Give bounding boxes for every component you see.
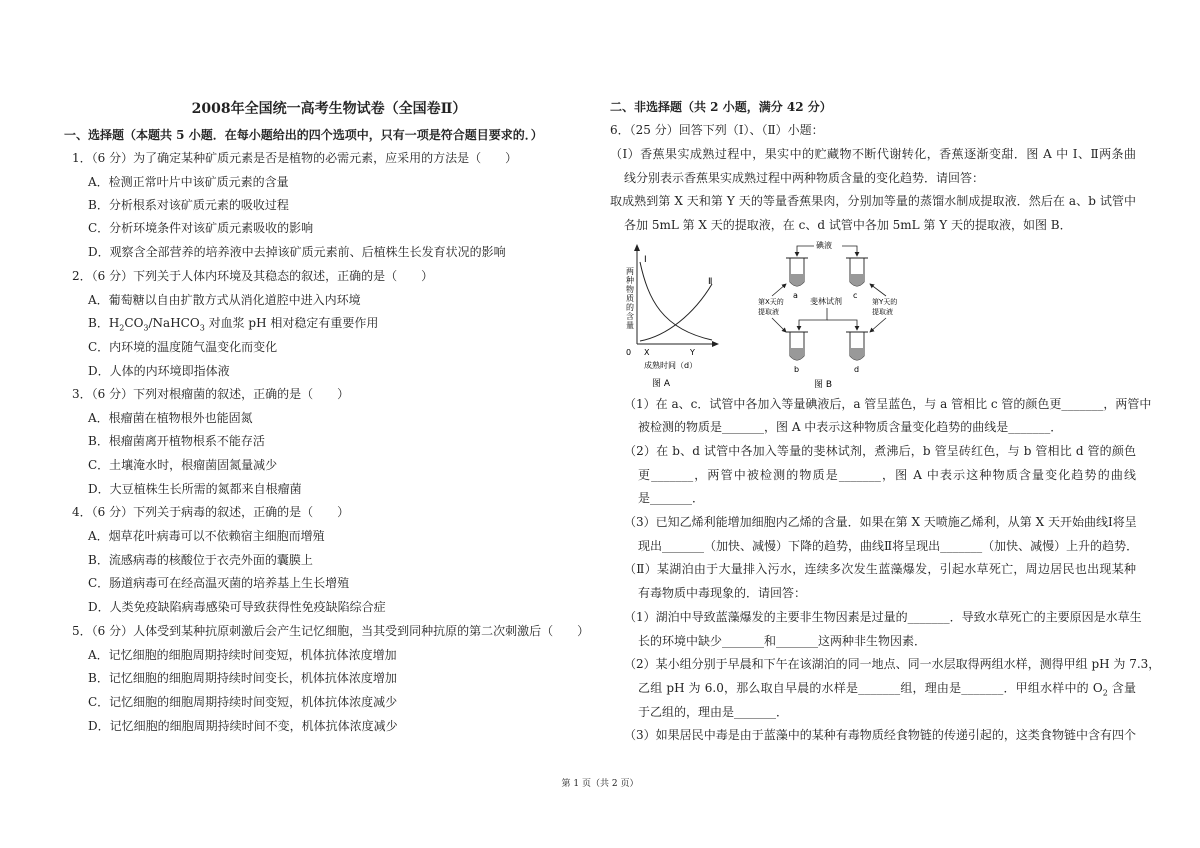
- q1-option-a: A．检测正常叶片中该矿质元素的含量: [88, 175, 289, 189]
- question-4-stem: 4．（6 分）下列关于病毒的叙述，正确的是（ ）: [72, 505, 350, 519]
- tube-a-label: a: [793, 291, 798, 300]
- q3-option-a: A．根瘤菌在植物根外也能固氮: [88, 411, 253, 425]
- day-y-label-2: 提取液: [872, 308, 893, 316]
- tube-d-label: d: [854, 365, 860, 374]
- figure-b-caption: 图 B: [814, 380, 833, 390]
- day-y-label-1: 第Y天的: [872, 298, 898, 306]
- q1-option-d: D．观察含全部营养的培养液中去掉该矿质元素前、后植株生长发育状况的影响: [88, 245, 506, 259]
- iodine-label: 碘液: [816, 241, 832, 250]
- page-footer: 第 1 页（共 2 页）: [561, 779, 639, 789]
- q4-option-a: A．烟草花叶病毒可以不依赖宿主细胞而增殖: [88, 529, 325, 543]
- fehling-arrow-right: [827, 320, 857, 330]
- iodine-arrow-right: [842, 246, 857, 256]
- y-axis-label: [626, 267, 634, 330]
- fehling-label: 斐林试剂: [810, 297, 842, 306]
- question-1-stem: 1．（6 分）为了确定某种矿质元素是否是植物的必需元素，应采用的方法是（ ）: [72, 151, 518, 165]
- q3-option-d: D．大豆植株生长所需的氮都来自根瘤菌: [88, 482, 302, 496]
- figure-a-caption: 图 A: [652, 379, 671, 389]
- section-heading-choice: 一、选择题（本题共 5 小题．在每小题给出的四个选项中，只有一项是符合题目要求的．）: [64, 128, 543, 142]
- tube-b-label: b: [794, 365, 800, 374]
- part2-intro-line2: 有毒物质中毒现象的．请回答：: [638, 586, 807, 600]
- x-axis-arrow: [712, 341, 719, 347]
- figure-a-graph: [622, 244, 732, 389]
- day-x-label-2: 提取液: [758, 308, 779, 316]
- part2-sub1-line2: 长的环境中缺少_______和_______这两种非生物因素．: [638, 634, 927, 648]
- iodine-arrow-left: [797, 246, 814, 256]
- q2-option-d: D．人体的内环境即指体液: [88, 364, 230, 378]
- day-x-label-1: 第X天的: [758, 298, 784, 306]
- question-2-stem: 2．（6 分）下列关于人体内环境及其稳态的叙述，正确的是（ ）: [72, 269, 434, 283]
- arrow-y-to-d: [870, 318, 886, 332]
- page-title: 2008年全国统一高考生物试卷（全国卷Ⅱ）: [191, 101, 467, 117]
- origin-label: 0: [626, 348, 632, 357]
- x-axis-label: 成熟时间（d）: [644, 361, 698, 370]
- arrow-x-to-b: [772, 318, 786, 332]
- svg-text:量: 量: [626, 321, 634, 330]
- tube-c: [846, 258, 868, 300]
- section-heading-nonchoice: 二、非选择题（共 2 小题，满分 42 分）: [610, 100, 832, 114]
- q3-option-c: C．土壤淹水时，根瘤菌固氮量减少: [88, 458, 278, 472]
- curve-2-label: Ⅱ: [708, 277, 713, 287]
- figure-b-diagram: [752, 238, 912, 390]
- part2-sub1-line1: （1）湖泊中导致蓝藻爆发的主要非生物因素是过量的_______．导致水草死亡的主要原因是水草生: [624, 610, 1142, 624]
- y-mark: Y: [690, 348, 695, 357]
- sub2-line3: 是_______．: [638, 491, 705, 505]
- question-3-stem: 3．（6 分）下列对根瘤菌的叙述，正确的是（ ）: [72, 387, 350, 401]
- q2-option-a: A．葡萄糖以自由扩散方式从消化道腔中进入内环境: [88, 293, 361, 307]
- part2-sub2-line3: 于乙组的，理由是_______．: [638, 705, 789, 719]
- part1-intro-line2: 线分别表示香蕉果实成熟过程中两种物质含量的变化趋势．请回答：: [624, 171, 985, 185]
- svg-text:质: 质: [626, 294, 634, 303]
- q1-option-b: B．分析根系对该矿质元素的吸收过程: [88, 198, 289, 212]
- curve-2: [640, 284, 712, 341]
- part1-setup-line2: 各加 5mL 第 X 天的提取液，在 c、d 试管中各加 5mL 第 Y 天的提取液，如图 B．: [624, 218, 1072, 232]
- sub3-line2: 现出_______（加快、减慢）下降的趋势，曲线Ⅱ将呈现出_______（加快、减慢）上升的趋势．: [638, 539, 1139, 553]
- fehling-arrow-left: [799, 308, 827, 330]
- q5-option-c: C．记忆细胞的细胞周期持续时间变短，机体抗体浓度减少: [88, 695, 398, 709]
- tube-d: [846, 332, 868, 374]
- sub2-line2: 更_______，两管中被检测的物质是_______，图 A 中表示这种物质含量变化趋势的曲线: [638, 468, 1136, 482]
- q6-intro: 6．（25 分）回答下列（Ⅰ）、（Ⅱ）小题：: [610, 123, 824, 137]
- q2-option-c: C．内环境的温度随气温变化而变化: [88, 340, 278, 354]
- part1-intro-line1: （Ⅰ）香蕉果实成熟过程中，果实中的贮藏物不断代谢转化，香蕉逐渐变甜．图 A 中 Ⅰ、Ⅱ两条曲: [610, 147, 1136, 161]
- sub2-line1: （2）在 b、d 试管中各加入等量的斐林试剂，煮沸后，b 管呈砖红色，与 b 管相比 d 管的颜色: [624, 444, 1136, 458]
- svg-text:种: 种: [626, 276, 634, 285]
- question-5-stem: 5．（6 分）人体受到某种抗原刺激后会产生记忆细胞，当其受到同种抗原的第二次刺激后（ ）: [72, 624, 590, 638]
- arrow-x-to-a: [772, 284, 786, 296]
- svg-text:的: 的: [626, 303, 634, 312]
- curve-1: [640, 262, 712, 340]
- y-axis-arrow: [634, 244, 640, 251]
- part1-setup-line1: 取成熟到第 X 天和第 Y 天的等量香蕉果肉，分别加等量的蒸馏水制成提取液．然后在 a、b 试管中: [610, 194, 1136, 208]
- x-mark: X: [644, 348, 650, 357]
- part2-intro-line1: （Ⅱ）某湖泊由于大量排入污水，连续多次发生蓝藻爆发，引起水草死亡，周边居民也出现某种: [624, 562, 1136, 576]
- q3-option-b: B．根瘤菌离开植物根系不能存活: [88, 434, 265, 448]
- svg-text:两: 两: [626, 267, 634, 276]
- sub3-line1: （3）已知乙烯利能增加细胞内乙烯的含量．如果在第 X 天喷施乙烯利，从第 X 天开始曲线Ⅰ将呈: [624, 515, 1137, 529]
- q2-option-b: B．$H_2CO_3/NaHCO_3$ 对血浆 pH 相对稳定有重要作用: [88, 316, 379, 333]
- sub1-line2: 被检测的物质是_______，图 A 中表示这种物质含量变化趋势的曲线是_______．: [638, 420, 1063, 434]
- q5-option-a: A．记忆细胞的细胞周期持续时间变短，机体抗体浓度增加: [88, 648, 397, 662]
- q5-option-d: D．记忆细胞的细胞周期持续时间不变，机体抗体浓度减少: [88, 719, 398, 733]
- q4-option-c: C．肠道病毒可在经高温灭菌的培养基上生长增殖: [88, 576, 350, 590]
- sub1-line1: （1）在 a、c．试管中各加入等量碘液后，a 管呈蓝色，与 a 管相比 c 管的颜色更_______，两管中: [624, 397, 1152, 411]
- q4-option-d: D．人类免疫缺陷病毒感染可导致获得性免疫缺陷综合症: [88, 600, 386, 614]
- tube-b: [786, 332, 808, 374]
- arrow-y-to-c: [870, 284, 886, 296]
- part2-sub2-line1: （2）某小组分别于早晨和下午在该湖泊的同一地点、同一水层取得两组水样，测得甲组 pH 为 7.3，: [624, 657, 1161, 671]
- curve-1-label: Ⅰ: [644, 255, 647, 265]
- svg-text:物: 物: [626, 285, 634, 294]
- q1-option-c: C．分析环境条件对该矿质元素吸收的影响: [88, 221, 314, 235]
- tube-a: [786, 258, 808, 300]
- q5-option-b: B．记忆细胞的细胞周期持续时间变长，机体抗体浓度增加: [88, 671, 397, 685]
- svg-text:含: 含: [626, 312, 634, 321]
- part2-sub3-line1: （3）如果居民中毒是由于蓝藻中的某种有毒物质经食物链的传递引起的，这类食物链中含有四个: [624, 728, 1136, 742]
- part2-sub2-line2: 乙组 pH 为 6.0，那么取自早晨的水样是_______组，理由是_______．甲组水样中的 $O_2$ 含量: [638, 681, 1136, 698]
- tube-c-label: c: [853, 291, 858, 300]
- q4-option-b: B．流感病毒的核酸位于衣壳外面的囊膜上: [88, 553, 313, 567]
